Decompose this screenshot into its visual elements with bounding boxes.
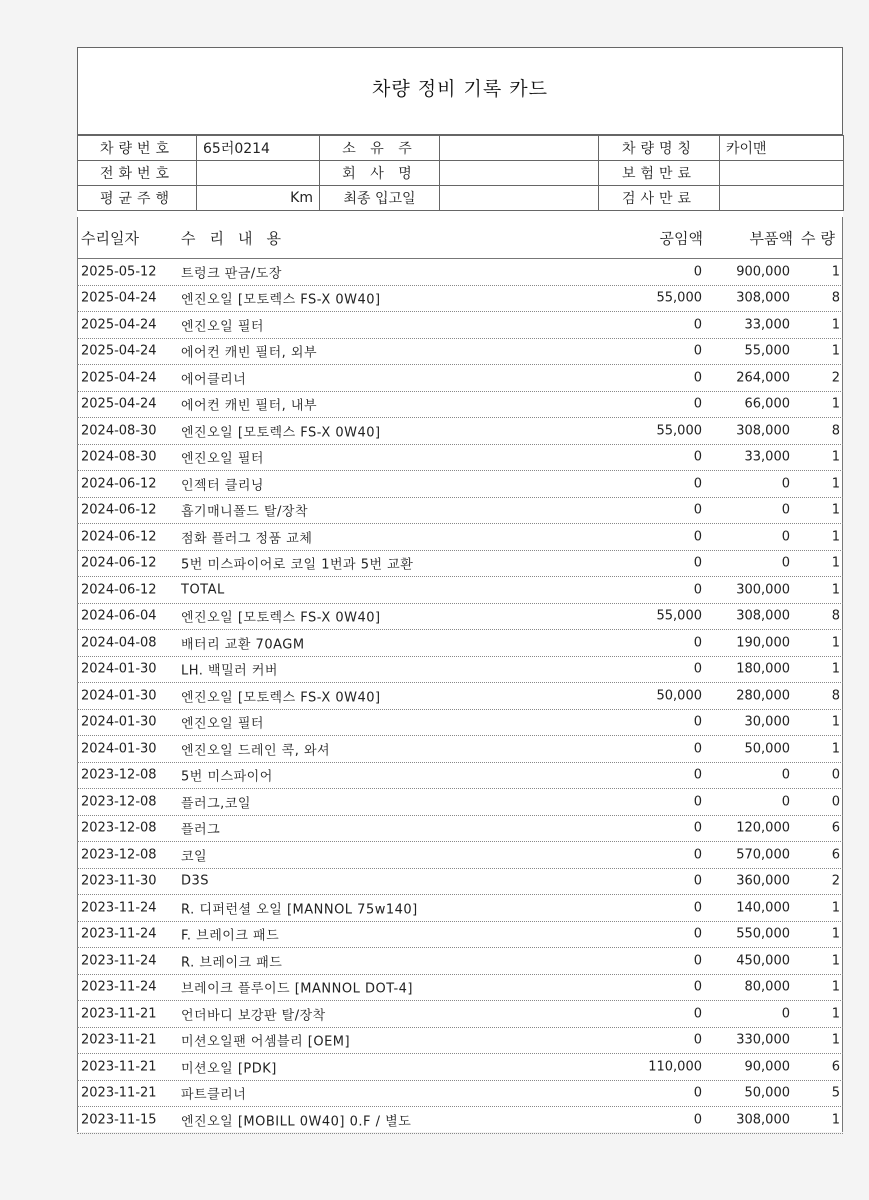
table-row (77, 975, 843, 1002)
quantity: 2 (831, 370, 840, 386)
labor-cost: 0 (693, 1032, 702, 1048)
repair-desc: 엔진오일 필터 (181, 319, 264, 335)
phone-value (197, 161, 320, 186)
parts-cost: 308,000 (736, 290, 790, 306)
parts-cost: 190,000 (736, 635, 790, 651)
labor-cost: 0 (693, 1006, 702, 1022)
table-row (77, 736, 843, 763)
page-title: 차량 정비 기록 카드 (372, 78, 548, 100)
vehicle-no-value: 65러0214 (197, 136, 320, 161)
quantity: 1 (831, 529, 840, 545)
repair-desc: 엔진오일 [MOBILL 0W40] 0.F / 별도 (181, 1114, 412, 1130)
labor-cost: 0 (693, 820, 702, 836)
vehicle-info-table (77, 135, 844, 211)
table-row (77, 948, 843, 975)
mileage-label: 평균주행 (78, 186, 197, 211)
labor-cost: 0 (693, 873, 702, 889)
parts-cost: 308,000 (736, 423, 790, 439)
repair-desc: 엔진오일 [모토렉스 FS-X 0W40] (181, 610, 381, 626)
last-entry-value (440, 186, 599, 211)
table-row (77, 445, 843, 472)
parts-cost: 0 (781, 529, 790, 545)
quantity: 1 (831, 953, 840, 969)
labor-cost: 0 (693, 900, 702, 916)
parts-cost: 280,000 (736, 688, 790, 704)
repair-desc: 브레이크 플루이드 [MANNOL DOT-4] (181, 981, 413, 997)
repair-desc: 점화 플러그 정품 교체 (181, 531, 313, 547)
table-row (77, 365, 843, 392)
labor-cost: 0 (693, 317, 702, 333)
quantity: 1 (831, 741, 840, 757)
repair-date: 2024-06-12 (81, 502, 157, 518)
repair-desc: 5번 미스파이어 (181, 769, 273, 785)
repair-desc: LH. 백밀러 커버 (181, 663, 278, 679)
repair-desc: 트렁크 판금/도장 (181, 266, 282, 282)
parts-cost: 33,000 (744, 317, 790, 333)
repair-desc: 에어컨 캐빈 필터, 외부 (181, 345, 318, 361)
repair-list-header (77, 217, 843, 259)
repair-date: 2024-06-12 (81, 582, 157, 598)
repair-date: 2023-11-21 (81, 1059, 157, 1075)
title-box (77, 47, 843, 135)
labor-cost: 0 (693, 1112, 702, 1128)
repair-date: 2024-06-12 (81, 476, 157, 492)
table-row (77, 922, 843, 949)
table-row (77, 1001, 843, 1028)
parts-cost: 120,000 (736, 820, 790, 836)
table-row (77, 710, 843, 737)
repair-date: 2023-12-08 (81, 767, 157, 783)
labor-cost: 0 (693, 926, 702, 942)
repair-date: 2023-11-21 (81, 1032, 157, 1048)
repair-date: 2023-12-08 (81, 820, 157, 836)
insurance-value (720, 161, 844, 186)
info-row (78, 136, 844, 161)
repair-desc: 엔진오일 필터 (181, 716, 264, 732)
vehicle-no-label: 차량번호 (78, 136, 197, 161)
info-row (78, 161, 844, 186)
repair-date: 2024-01-30 (81, 741, 157, 757)
table-row (77, 551, 843, 578)
parts-cost: 180,000 (736, 661, 790, 677)
repair-desc: 인젝터 클리닝 (181, 478, 264, 494)
repair-date: 2023-11-24 (81, 926, 157, 942)
table-row (77, 339, 843, 366)
repair-date: 2023-12-08 (81, 794, 157, 810)
labor-cost: 0 (693, 714, 702, 730)
parts-cost: 360,000 (736, 873, 790, 889)
header-date: 수리일자 (81, 229, 139, 247)
labor-cost: 55,000 (656, 290, 702, 306)
company-label: 회 사 명 (320, 161, 440, 186)
labor-cost: 0 (693, 476, 702, 492)
last-entry-label: 최종 입고일 (320, 186, 440, 211)
table-row (77, 471, 843, 498)
table-row (77, 683, 843, 710)
table-row (77, 842, 843, 869)
inspection-value (720, 186, 844, 211)
repair-date: 2025-04-24 (81, 396, 157, 412)
repair-date: 2024-01-30 (81, 688, 157, 704)
table-row (77, 524, 843, 551)
quantity: 1 (831, 926, 840, 942)
parts-cost: 264,000 (736, 370, 790, 386)
repair-date: 2023-11-24 (81, 953, 157, 969)
parts-cost: 570,000 (736, 847, 790, 863)
repair-desc: 미션오일팬 어셈블리 [OEM] (181, 1034, 351, 1050)
repair-date: 2025-04-24 (81, 370, 157, 386)
model-value: 카이맨 (720, 136, 844, 161)
quantity: 2 (831, 873, 840, 889)
owner-value (440, 136, 599, 161)
repair-date: 2024-06-12 (81, 529, 157, 545)
labor-cost: 0 (693, 979, 702, 995)
insurance-label: 보험만료 (599, 161, 720, 186)
labor-cost: 0 (693, 794, 702, 810)
labor-cost: 0 (693, 661, 702, 677)
repair-desc: 에어클리너 (181, 372, 247, 388)
quantity: 1 (831, 900, 840, 916)
repair-desc: 플러그,코일 (181, 796, 251, 812)
repair-date: 2023-11-21 (81, 1085, 157, 1101)
parts-cost: 80,000 (744, 979, 790, 995)
repair-date: 2023-11-15 (81, 1112, 157, 1128)
repair-list (77, 217, 843, 1134)
table-row (77, 630, 843, 657)
repair-desc: 엔진오일 [모토렉스 FS-X 0W40] (181, 292, 381, 308)
repair-date: 2024-08-30 (81, 423, 157, 439)
parts-cost: 66,000 (744, 396, 790, 412)
quantity: 1 (831, 1006, 840, 1022)
parts-cost: 300,000 (736, 582, 790, 598)
table-row (77, 1081, 843, 1108)
table-row (77, 418, 843, 445)
labor-cost: 0 (693, 1085, 702, 1101)
table-row (77, 895, 843, 922)
repair-date: 2024-06-04 (81, 608, 157, 624)
quantity: 1 (831, 476, 840, 492)
repair-date: 2024-01-30 (81, 661, 157, 677)
maintenance-record-card (77, 47, 843, 1132)
parts-cost: 30,000 (744, 714, 790, 730)
quantity: 6 (831, 820, 840, 836)
table-row (77, 498, 843, 525)
labor-cost: 0 (693, 343, 702, 359)
quantity: 0 (831, 794, 840, 810)
repair-desc: R. 디퍼런셜 오일 [MANNOL 75w140] (181, 902, 418, 918)
quantity: 0 (831, 767, 840, 783)
quantity: 1 (831, 661, 840, 677)
labor-cost: 0 (693, 555, 702, 571)
quantity: 8 (831, 608, 840, 624)
labor-cost: 55,000 (656, 608, 702, 624)
table-row (77, 1107, 843, 1134)
labor-cost: 0 (693, 264, 702, 280)
quantity: 8 (831, 423, 840, 439)
quantity: 1 (831, 635, 840, 651)
quantity: 1 (831, 396, 840, 412)
parts-cost: 450,000 (736, 953, 790, 969)
quantity: 6 (831, 1059, 840, 1075)
repair-date: 2025-05-12 (81, 264, 157, 280)
repair-desc: 코일 (181, 849, 208, 865)
parts-cost: 330,000 (736, 1032, 790, 1048)
header-qty: 수량 (801, 229, 840, 247)
parts-cost: 308,000 (736, 608, 790, 624)
labor-cost: 0 (693, 449, 702, 465)
table-row (77, 789, 843, 816)
header-parts: 부품액 (749, 229, 793, 247)
inspection-label: 검사만료 (599, 186, 720, 211)
parts-cost: 140,000 (736, 900, 790, 916)
parts-cost: 0 (781, 476, 790, 492)
repair-date: 2025-04-24 (81, 317, 157, 333)
parts-cost: 55,000 (744, 343, 790, 359)
quantity: 1 (831, 714, 840, 730)
quantity: 5 (831, 1085, 840, 1101)
labor-cost: 55,000 (656, 423, 702, 439)
labor-cost: 0 (693, 953, 702, 969)
labor-cost: 0 (693, 847, 702, 863)
table-row (77, 392, 843, 419)
labor-cost: 0 (693, 396, 702, 412)
quantity: 6 (831, 847, 840, 863)
parts-cost: 0 (781, 502, 790, 518)
labor-cost: 0 (693, 741, 702, 757)
repair-date: 2025-04-24 (81, 343, 157, 359)
repair-desc: 흡기매니폴드 탈/장착 (181, 504, 309, 520)
info-row (78, 186, 844, 211)
parts-cost: 0 (781, 555, 790, 571)
phone-label: 전화번호 (78, 161, 197, 186)
repair-date: 2023-11-21 (81, 1006, 157, 1022)
header-desc: 수리내용 (181, 229, 295, 247)
quantity: 1 (831, 264, 840, 280)
repair-desc: D3S (181, 873, 210, 889)
repair-date: 2025-04-24 (81, 290, 157, 306)
labor-cost: 0 (693, 370, 702, 386)
repair-desc: 5번 미스파이어로 코일 1번과 5번 교환 (181, 557, 414, 573)
labor-cost: 0 (693, 502, 702, 518)
repair-date: 2023-11-24 (81, 979, 157, 995)
table-row (77, 577, 843, 604)
quantity: 1 (831, 502, 840, 518)
repair-desc: TOTAL (181, 582, 225, 598)
repair-date: 2023-12-08 (81, 847, 157, 863)
header-labor: 공임액 (659, 229, 703, 247)
labor-cost: 0 (693, 635, 702, 651)
repair-desc: 엔진오일 [모토렉스 FS-X 0W40] (181, 425, 381, 441)
repair-desc: 에어컨 캐빈 필터, 내부 (181, 398, 318, 414)
parts-cost: 33,000 (744, 449, 790, 465)
table-row (77, 259, 843, 286)
table-row (77, 1028, 843, 1055)
repair-date: 2024-01-30 (81, 714, 157, 730)
quantity: 1 (831, 555, 840, 571)
repair-date: 2023-11-24 (81, 900, 157, 916)
table-row (77, 286, 843, 313)
labor-cost: 0 (693, 529, 702, 545)
quantity: 1 (831, 582, 840, 598)
repair-desc: F. 브레이크 패드 (181, 928, 280, 944)
quantity: 1 (831, 1112, 840, 1128)
table-row (77, 763, 843, 790)
quantity: 1 (831, 449, 840, 465)
repair-date: 2024-08-30 (81, 449, 157, 465)
parts-cost: 50,000 (744, 741, 790, 757)
mileage-unit: Km (197, 186, 320, 211)
table-row (77, 816, 843, 843)
repair-desc: 언더바디 보강판 탈/장착 (181, 1008, 326, 1024)
quantity: 1 (831, 343, 840, 359)
repair-date: 2023-11-30 (81, 873, 157, 889)
table-row (77, 869, 843, 896)
labor-cost: 0 (693, 767, 702, 783)
repair-date: 2024-06-12 (81, 555, 157, 571)
repair-desc: R. 브레이크 패드 (181, 955, 283, 971)
repair-desc: 엔진오일 [모토렉스 FS-X 0W40] (181, 690, 381, 706)
repair-date: 2024-04-08 (81, 635, 157, 651)
repair-desc: 플러그 (181, 822, 221, 838)
repair-desc: 배터리 교환 70AGM (181, 637, 305, 653)
quantity: 8 (831, 290, 840, 306)
table-row (77, 604, 843, 631)
labor-cost: 50,000 (656, 688, 702, 704)
labor-cost: 0 (693, 582, 702, 598)
quantity: 8 (831, 688, 840, 704)
repair-desc: 엔진오일 드레인 콕, 와셔 (181, 743, 331, 759)
table-row (77, 1054, 843, 1081)
company-value (440, 161, 599, 186)
repair-desc: 미션오일 [PDK] (181, 1061, 277, 1077)
parts-cost: 550,000 (736, 926, 790, 942)
owner-label: 소 유 주 (320, 136, 440, 161)
quantity: 1 (831, 979, 840, 995)
quantity: 1 (831, 317, 840, 333)
parts-cost: 90,000 (744, 1059, 790, 1075)
table-row (77, 657, 843, 684)
parts-cost: 308,000 (736, 1112, 790, 1128)
parts-cost: 900,000 (736, 264, 790, 280)
parts-cost: 0 (781, 767, 790, 783)
parts-cost: 0 (781, 1006, 790, 1022)
model-label: 차량명칭 (599, 136, 720, 161)
quantity: 1 (831, 1032, 840, 1048)
labor-cost: 110,000 (648, 1059, 702, 1075)
parts-cost: 0 (781, 794, 790, 810)
repair-desc: 파트클리너 (181, 1087, 247, 1103)
table-row (77, 312, 843, 339)
parts-cost: 50,000 (744, 1085, 790, 1101)
repair-desc: 엔진오일 필터 (181, 451, 264, 467)
